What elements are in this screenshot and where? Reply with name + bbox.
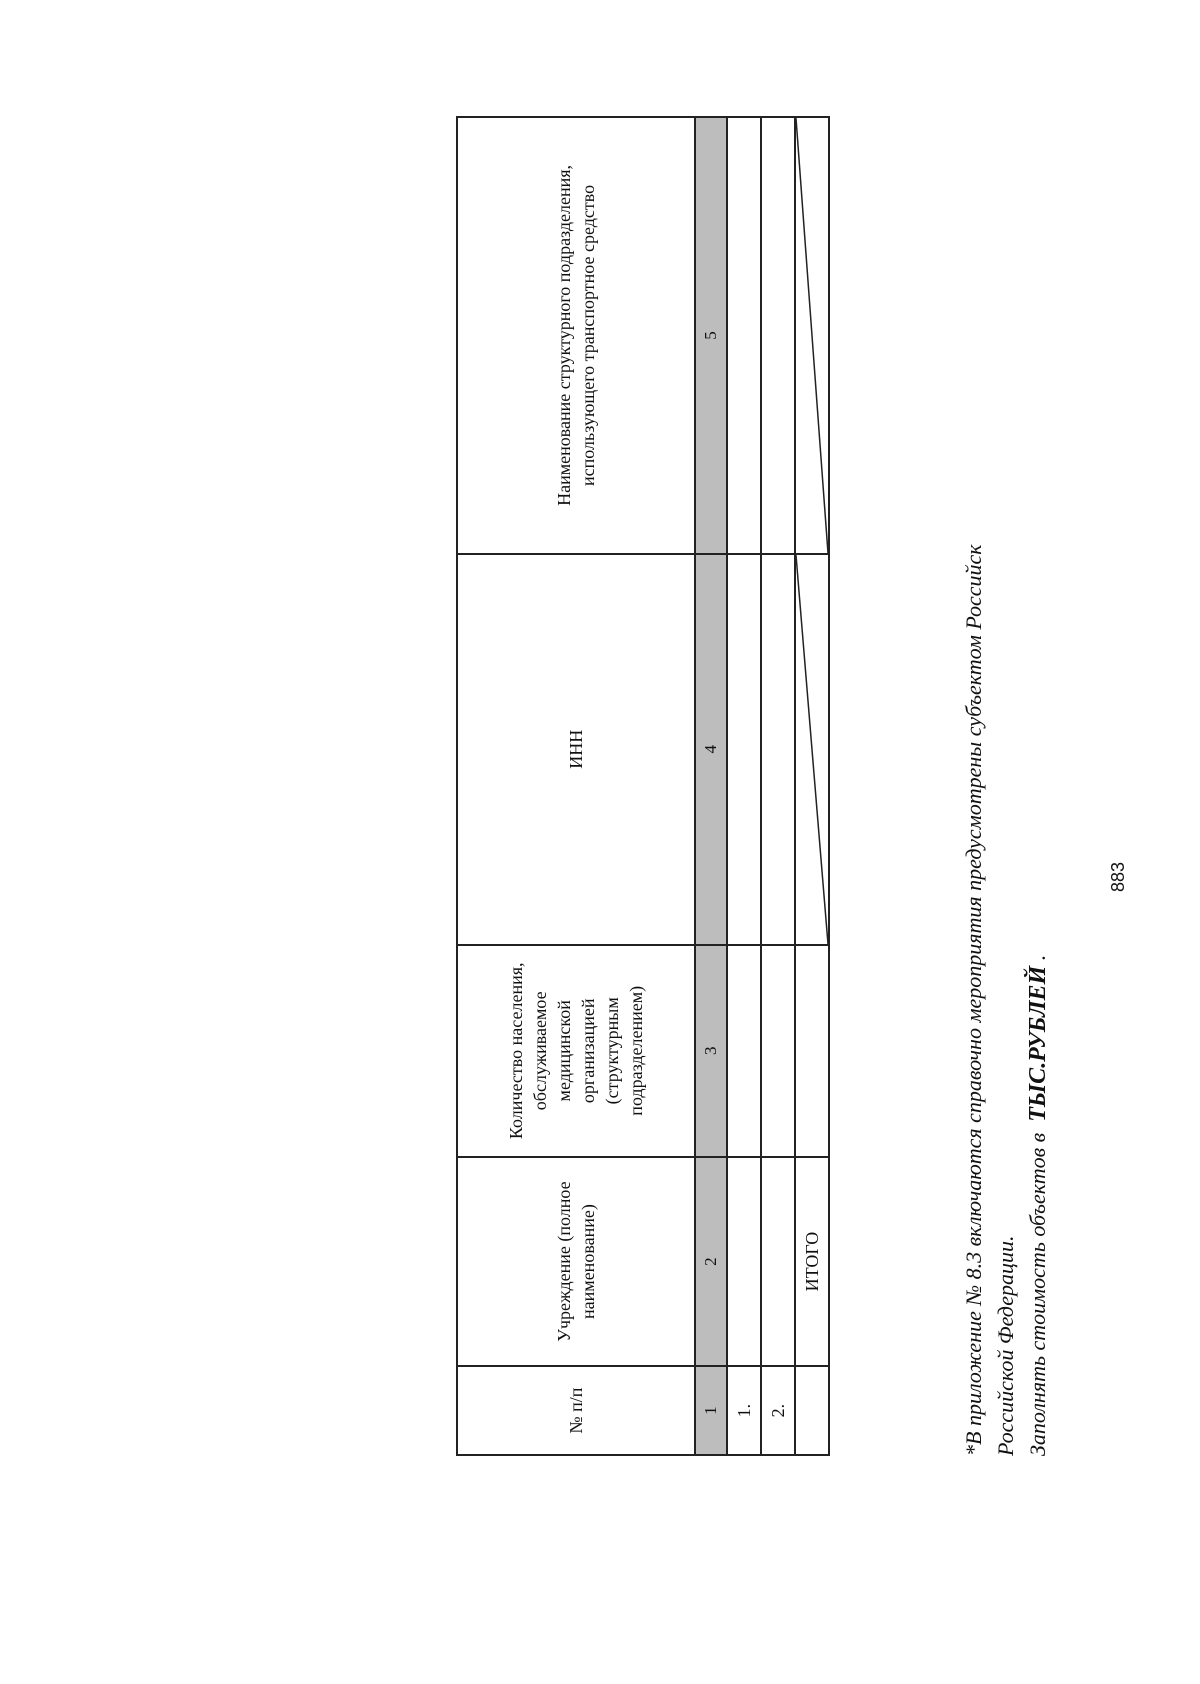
column-numbers-row [695, 117, 727, 1455]
header-inn: ИНН [457, 554, 695, 945]
footnote-line-3 [1022, 56, 1054, 1456]
table-header-row [457, 117, 695, 1455]
row-cell [727, 554, 761, 945]
row-cell [795, 945, 829, 1157]
footnote-line-1: *В приложение № 8.3 включаются справочно мероприятия предусмотрены субъектом Российск [961, 544, 986, 1456]
row-cell [761, 1157, 795, 1366]
row-cell [761, 117, 795, 554]
footnote-unit: ТЫС.РУБЛЕЙ [1025, 965, 1051, 1122]
header-number: № п/п [457, 1366, 695, 1455]
footnote-suffix: . [1025, 954, 1050, 961]
crossed-cell [795, 117, 829, 554]
row-cell [727, 945, 761, 1157]
row-number: 2. [761, 1366, 795, 1455]
row-number: 1. [727, 1366, 761, 1455]
row-cell [761, 554, 795, 945]
total-row [795, 117, 829, 1455]
column-number: 3 [695, 945, 727, 1157]
table-row [727, 117, 761, 1455]
header-subdivision: Наименование структурного подразделения, использующего транспортное средство [457, 117, 695, 554]
footnote [958, 56, 1054, 1456]
row-cell [795, 1366, 829, 1455]
total-label: ИТОГО [795, 1157, 829, 1366]
column-number: 2 [695, 1157, 727, 1366]
expenses-table [456, 116, 830, 1456]
footnote-prefix: Заполнять стоимость объектов в [1025, 1132, 1050, 1456]
column-number: 4 [695, 554, 727, 945]
header-institution: Учреждение (полное наименование) [457, 1157, 695, 1366]
crossed-cell [795, 554, 829, 945]
page-number: 883 [1108, 861, 1128, 892]
row-cell [761, 945, 795, 1157]
footnote-line-2: Российской Федерации. [993, 1235, 1018, 1456]
row-cell [727, 117, 761, 554]
row-cell [727, 1157, 761, 1366]
column-number: 5 [695, 117, 727, 554]
diagonal-strike [796, 118, 828, 553]
table-row [761, 117, 795, 1455]
diagonal-strike [796, 555, 828, 944]
column-number: 1 [695, 1366, 727, 1455]
header-population: Количество населения, обслуживаемое медицинской организацией (структурным подразделением) [457, 945, 695, 1157]
